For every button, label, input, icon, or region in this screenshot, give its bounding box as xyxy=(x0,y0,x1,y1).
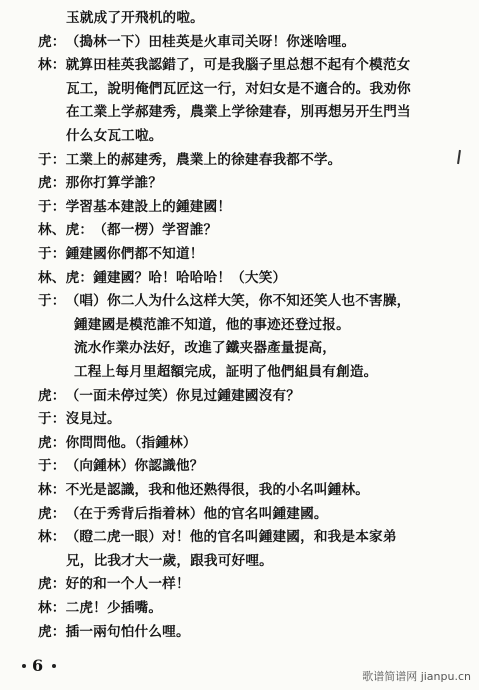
line-text: （唱）你二人为什么这样大笑，你不知还笑人也不害臊， xyxy=(65,293,411,310)
speaker-label: 虎： xyxy=(38,623,66,640)
dialogue-line xyxy=(66,126,163,146)
dialogue-line xyxy=(38,433,197,453)
speaker-label: 虎： xyxy=(38,33,66,50)
dialogue-line xyxy=(66,551,273,571)
dialogue-line xyxy=(38,622,190,642)
line-text: 流水作業办法好，改進了鐵夹器產量提高， xyxy=(74,340,337,357)
line-text: （在于秀背后指着林）他的官名叫鍾建國。 xyxy=(65,505,328,522)
line-text: 兄，比我才大一歲，跟我可好哩。 xyxy=(66,552,273,569)
speaker-label: 林： xyxy=(38,57,66,74)
dialogue-line xyxy=(74,338,336,358)
line-text: 鍾建國？哈！哈哈哈！（大笑） xyxy=(93,269,287,286)
speaker-label: 于： xyxy=(38,246,66,262)
speaker-label: 林： xyxy=(38,482,66,498)
dialogue-line xyxy=(38,268,286,288)
line-text: 鍾建國你們都不知道！ xyxy=(65,246,204,262)
line-text: 工程上每月里超額完成，証明了他們組員有創造。 xyxy=(74,364,378,380)
margin-mark xyxy=(457,150,461,164)
line-text: 鍾建國是模范誰不知道，他的事迹还登过报。 xyxy=(74,316,350,333)
speaker-label: 林： xyxy=(38,600,66,616)
dialogue-line xyxy=(38,150,341,170)
page-number: 6 xyxy=(32,656,44,675)
speaker-label: 虎： xyxy=(38,576,66,593)
speaker-label: 林： xyxy=(38,529,66,546)
dialogue-line xyxy=(74,362,377,382)
line-text: （瞪二虎一眼）对！他的官名叫鍾建國，和我是本家弟 xyxy=(65,529,397,546)
speaker-label: 虎： xyxy=(38,175,66,192)
line-text: （都一楞）学習誰？ xyxy=(93,222,218,239)
line-text: （一面未停过笑）你見过鍾建國沒有？ xyxy=(65,387,301,404)
dialogue-line xyxy=(38,456,204,476)
dialogue-line xyxy=(38,527,397,547)
dialogue-line xyxy=(38,173,162,193)
dialogue-line xyxy=(66,102,411,122)
dialogue-line xyxy=(66,79,411,99)
line-text: 插一兩句怕什么哩。 xyxy=(65,623,190,640)
line-text: 在工業上学郝建秀，農業上学徐建春，別再想另开生門当 xyxy=(66,104,411,121)
site-watermark: 歌谱简谱网 jianpu.cn xyxy=(362,670,471,683)
dialogue-line xyxy=(38,55,410,75)
speaker-label: 于： xyxy=(38,458,66,475)
line-text: 工業上的郝建秀，農業上的徐建春我都不学。 xyxy=(65,151,342,168)
page-dot-left xyxy=(22,664,26,668)
line-text: 好的和一个人一样！ xyxy=(65,576,190,593)
speaker-label: 于： xyxy=(38,198,66,215)
page-dot-right xyxy=(52,664,56,668)
line-text: 就算田桂英我認錯了，可是我腦子里总想不起有个模范女 xyxy=(65,57,411,74)
line-text: （向鍾林）你認識他？ xyxy=(65,458,204,475)
speaker-label: 于： xyxy=(38,293,66,310)
dialogue-line xyxy=(38,386,300,406)
speaker-label: 虎： xyxy=(38,387,66,404)
dialogue-line xyxy=(38,504,328,524)
dialogue-line xyxy=(38,220,217,240)
dialogue-line xyxy=(66,8,204,28)
line-text: 你問問他。（指鍾林） xyxy=(65,434,197,451)
line-text: 学習基本建設上的鍾建國！ xyxy=(65,198,232,215)
speaker-label: 林、虎： xyxy=(38,222,94,239)
dialogue-line xyxy=(38,197,231,217)
line-text: 不光是認識，我和他还熟得很，我的小名叫鍾林。 xyxy=(65,482,370,498)
speaker-label: 于： xyxy=(38,411,66,428)
speaker-label: 林、虎： xyxy=(38,269,94,286)
line-text: 什么女瓦工啦。 xyxy=(66,128,163,144)
dialogue-line xyxy=(38,480,369,500)
dialogue-line xyxy=(38,291,410,311)
dialogue-line xyxy=(38,598,162,618)
line-text: 那你打算学誰？ xyxy=(65,175,163,192)
speaker-label: 虎： xyxy=(38,505,66,522)
speaker-label: 虎： xyxy=(38,434,66,451)
dialogue-line xyxy=(38,409,121,429)
speaker-label: 于： xyxy=(38,151,66,168)
dialogue-line xyxy=(38,574,190,594)
dialogue-line xyxy=(38,244,204,264)
dialogue-line xyxy=(38,32,355,52)
line-text: 玉就成了开飛机的啦。 xyxy=(66,10,204,26)
line-text: 二虎！少插嘴。 xyxy=(65,600,163,616)
line-text: （搗林一下）田桂英是火車司关呀！你迷啥哩。 xyxy=(65,33,356,50)
dialogue-line xyxy=(74,315,350,335)
line-text: 瓦工，說明俺們瓦匠这一行，对妇女是不適合的。我劝你 xyxy=(66,80,411,97)
line-text: 沒見过。 xyxy=(65,411,121,428)
